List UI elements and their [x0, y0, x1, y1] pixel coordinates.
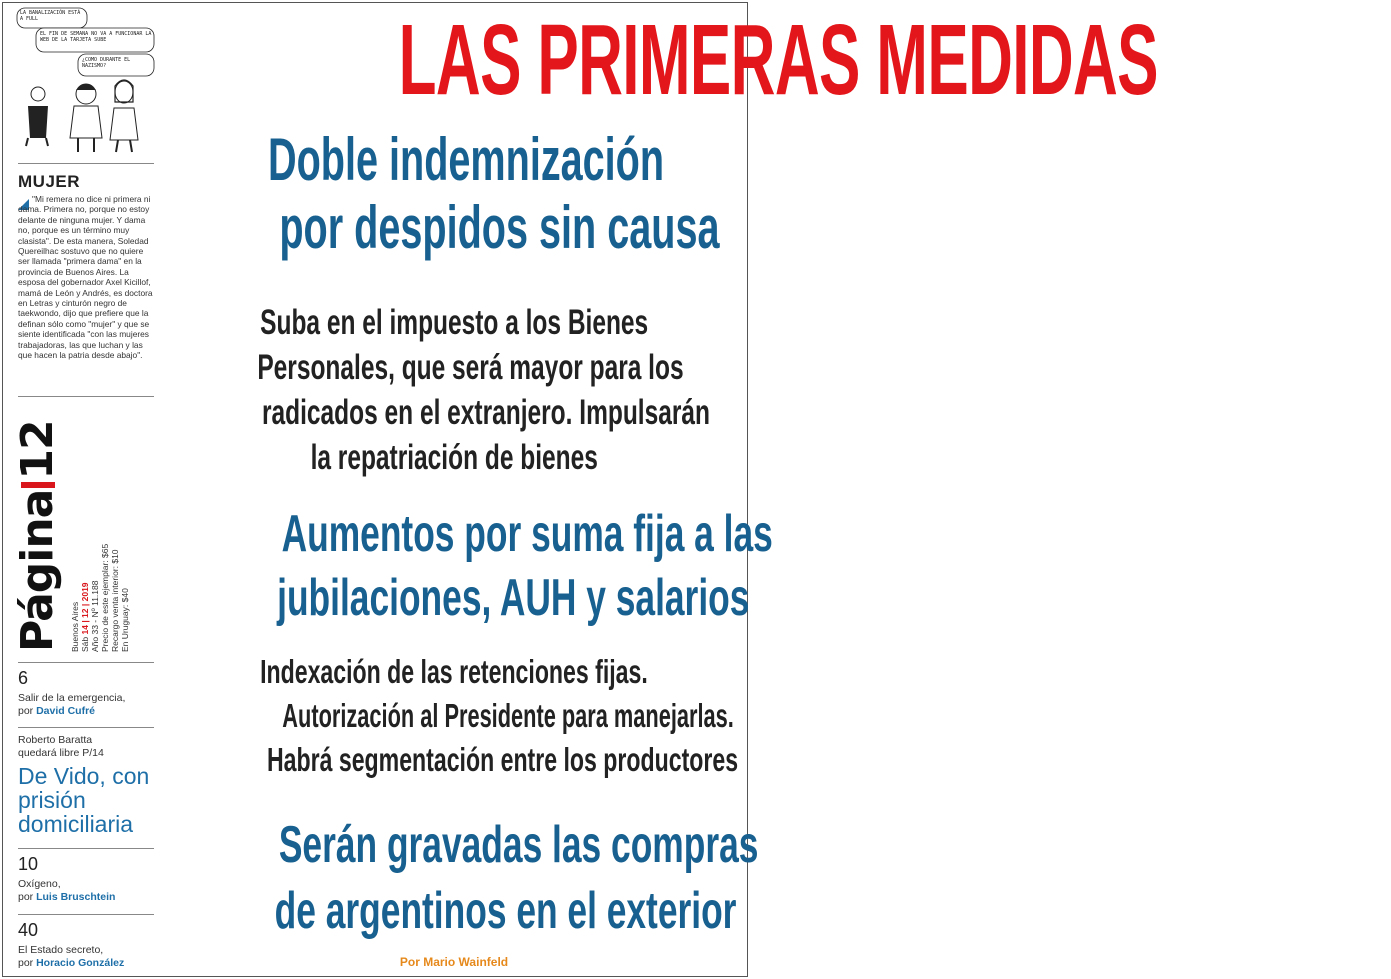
index-page-number: 6	[18, 668, 29, 688]
headline-1[interactable]	[166, 126, 742, 262]
headline-3-line: Serán gravadas las compras	[278, 816, 759, 874]
divider	[18, 914, 154, 915]
divider	[18, 848, 154, 849]
mujer-title: MUJER	[18, 172, 81, 191]
edition-date-prefix: Sáb	[80, 636, 90, 652]
edition-date-row	[80, 412, 90, 652]
deck-1	[166, 300, 742, 480]
byline[interactable]: Por Mario Wainfeld	[399, 955, 509, 969]
headline-2-line: jubilaciones, AUH y salarios	[277, 569, 750, 627]
deck-2-line: Autorización al Presidente para manejarlas.	[282, 697, 734, 734]
edition-surcharge: Recargo venta interior: $10	[110, 549, 120, 652]
headline-1-line: Doble indemnización	[268, 126, 665, 193]
index-item-by: por	[18, 891, 37, 903]
cartoon-bubble-1: LA BANALIZACIÓN ESTÁ A FULL	[20, 10, 81, 22]
cartoon-drawing	[16, 6, 156, 156]
edition-issue: Año 33 - Nº 11.188	[90, 580, 100, 652]
index-item-pre: Roberto Baratta quedará libre P/14	[18, 734, 104, 759]
banner-text: LAS PRIMERAS MEDIDAS	[398, 4, 1158, 116]
index-item-title: Salir de la emergencia,	[18, 692, 126, 704]
edition-date: 14 | 12 | 2019	[80, 582, 90, 635]
index-page-number: 40	[18, 920, 39, 940]
edition-uruguay: En Uruguay: $40	[120, 588, 130, 652]
edition-city: Buenos Aires	[70, 601, 80, 652]
headline-3[interactable]	[166, 812, 759, 944]
index-item[interactable]	[18, 878, 158, 904]
mujer-text: "Mi remera no dice ni primera ni dama. Primera no, porque no estoy delante de ninguna mujer. Y dama no, porque es un término muy clasista". De esta manera, Soledad Quereilhac sostuvo que no quiere ser llamada "primera dama" en la provincia de Buenos Aires. La esposa del gobernador Axel Kicillof, mamá de León y Andrés, es doctora en Letras y cinturón negro de taekwondo, dijo que prefiere que la definan sólo como "mujer" y que se siente identificada "con las mujeres trabajadoras, las que luchan y las que hacen la patria desde abajo".	[18, 194, 153, 361]
index-item-title: El Estado secreto,	[18, 944, 104, 956]
index-item-title: Oxígeno,	[18, 878, 61, 890]
deck-1-line: Personales, que será mayor para los	[257, 348, 684, 387]
masthead	[14, 402, 154, 652]
index-item-by: por	[18, 957, 37, 969]
cartoon	[16, 6, 156, 156]
edition-price: Precio de este ejemplar: $65	[100, 543, 110, 652]
index-item-headline[interactable]: De Vido, con prisión domiciliaria	[18, 763, 150, 837]
edition-info	[70, 412, 130, 652]
index-item[interactable]	[18, 692, 158, 718]
deck-1-line: Suba en el impuesto a los Bienes	[259, 303, 649, 342]
index-item-author: Luis Bruschtein	[36, 891, 116, 903]
index-page-number: 10	[18, 854, 39, 874]
divider	[18, 727, 154, 728]
deck-2-line: Indexación de las retenciones fijas.	[260, 653, 648, 690]
banner-headline	[166, 4, 1158, 116]
cartoon-bubble-3: ¿COMO DURANTE EL NAZISMO?	[82, 57, 131, 69]
divider	[18, 396, 154, 397]
divider	[18, 662, 154, 663]
cartoon-bubble-2: EL FIN DE SEMANA NO VA A FUNCIONAR LA WEB DE LA TARJETA SUBE	[40, 31, 152, 43]
index-item-author: Horacio González	[36, 957, 125, 969]
index-item-by: por	[18, 705, 37, 717]
headline-2-line: Aumentos por suma fija a las	[281, 505, 773, 563]
index-item-author: David Cufré	[36, 705, 96, 717]
logo-number: 12	[12, 420, 63, 480]
deck-2	[166, 650, 742, 782]
logo	[14, 420, 62, 652]
divider	[18, 163, 154, 164]
logo-bar-icon	[21, 482, 55, 488]
headline-3-line: de argentinos en el exterior	[274, 882, 737, 940]
deck-1-line: la repatriación de bienes	[310, 438, 598, 477]
headline-1-line: por despidos sin causa	[279, 194, 720, 261]
deck-1-line: radicados en el extranjero. Impulsarán	[261, 393, 710, 432]
logo-text: Página	[12, 489, 63, 652]
deck-2-line: Habrá segmentación entre los productores	[266, 741, 739, 778]
index-item[interactable]	[18, 944, 158, 970]
headline-2[interactable]	[166, 502, 773, 630]
